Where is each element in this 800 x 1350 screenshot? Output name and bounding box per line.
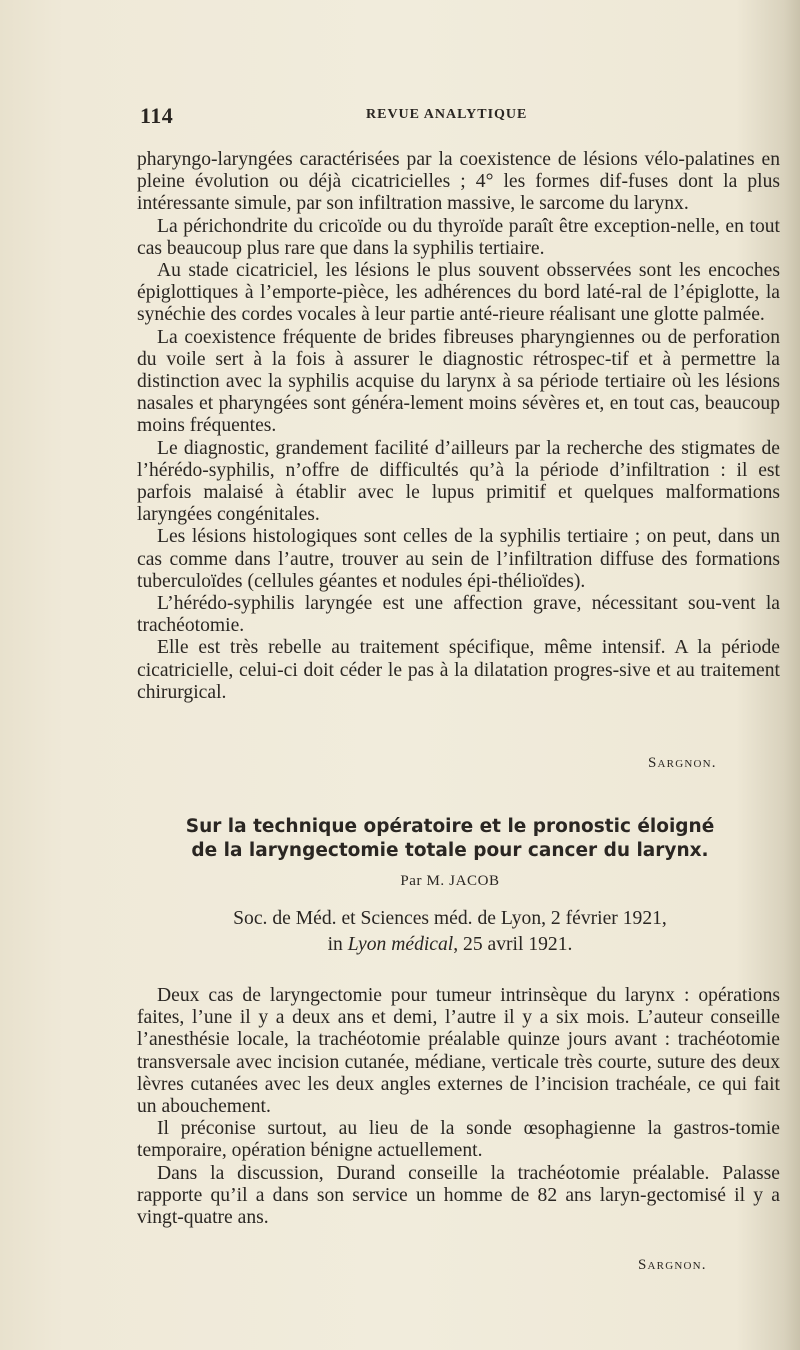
article-title-line: de la laryngectomie totale pour cancer du larynx. xyxy=(191,840,709,861)
page-number: 114 xyxy=(140,103,174,128)
paragraph: La périchondrite du cricoïde ou du thyroïde paraît être exception-nelle, en tout cas beaucoup plus rare que dans la syphilis tertiaire. xyxy=(137,215,780,259)
citation-prefix: in xyxy=(327,934,343,955)
paragraph: Au stade cicatriciel, les lésions le plus souvent obsservées sont les encoches épiglottiques à l’emporte-pièce, les adhérences du bord laté-ral de l’épiglotte, la synéchie des cordes vocales à leur partie anté-rieure réalisant une glotte palmée. xyxy=(137,260,780,326)
paragraph: Elle est très rebelle au traitement spécifique, même intensif. A la période cicatricielle, celui-ci doit céder le pas à la dilatation progres-sive et au traitement chirurgical. xyxy=(137,637,780,703)
paragraph: L’hérédo-syphilis laryngée est une affection grave, nécessitant sou-vent la trachéotomie. xyxy=(137,593,780,637)
citation-line xyxy=(150,932,750,958)
article-title-line: Sur la technique opératoire et le pronostic éloigné xyxy=(185,816,715,837)
running-head: REVUE ANALYTIQUE xyxy=(366,107,528,122)
citation-journal: Lyon médical xyxy=(347,934,454,955)
citation-line: Soc. de Méd. et Sciences méd. de Lyon, 2 février 1921, xyxy=(233,908,667,929)
article-author: Par M. JACOB xyxy=(400,873,500,889)
citation-date: , 25 avril 1921. xyxy=(453,934,573,955)
paragraph: Les lésions histologiques sont celles de la syphilis tertiaire ; on peut, dans un cas comme dans l’autre, trouver au sein de l’infiltration diffuse des formations tuberculoïdes (cellules géantes et nodules épi-thélioïdes). xyxy=(137,526,780,592)
paragraph: Il préconise surtout, au lieu de la sonde œsophagienne la gastros-tomie temporaire, opération bénigne actuellement. xyxy=(137,1118,780,1162)
author-signature: Sargnon. xyxy=(648,755,717,771)
author-signature: Sargnon. xyxy=(638,1257,707,1273)
article-title xyxy=(150,815,750,863)
review-body-2 xyxy=(137,985,780,1229)
review-body-1 xyxy=(137,149,780,704)
paragraph: Deux cas de laryngectomie pour tumeur intrinsèque du larynx : opérations faites, l’une il y a deux ans et demi, l’autre il y a six mois. L’auteur conseille l’anesthésie locale, la trachéotomie préalable quinze jours avant : trachéotomie transversale avec incision cutanée, médiane, verticale très courte, suture des deux lèvres cutanées avec les deux angles externes de l’incision trachéale, ce qui fait un abouchement. xyxy=(137,985,780,1118)
paragraph: pharyngo-laryngées caractérisées par la coexistence de lésions vélo-palatines en pleine évolution ou déjà cicatricielles ; 4° les formes dif-fuses dont la plus intéressante simule, par son infiltration massive, le sarcome du larynx. xyxy=(137,149,780,215)
article-citation xyxy=(150,906,750,958)
paragraph: La coexistence fréquente de brides fibreuses pharyngiennes ou de perforation du voile sert à la fois à assurer le diagnostic rétrospec-tif et à permettre la distinction avec la syphilis acquise du larynx à sa période tertiaire où les lésions nasales et pharyngées sont généra-lement moins sévères et, en tout cas, beaucoup moins fréquentes. xyxy=(137,326,780,437)
paragraph: Le diagnostic, grandement facilité d’ailleurs par la recherche des stigmates de l’hérédo-syphilis, n’offre de difficultés qu’à la période d’infiltration : il est parfois malaisé à établir avec le lupus primitif et quelques malformations laryngées congénitales. xyxy=(137,437,780,526)
paragraph: Dans la discussion, Durand conseille la trachéotomie préalable. Palasse rapporte qu’il a dans son service un homme de 82 ans laryn-gectomisé il y a vingt-quatre ans. xyxy=(137,1162,780,1229)
